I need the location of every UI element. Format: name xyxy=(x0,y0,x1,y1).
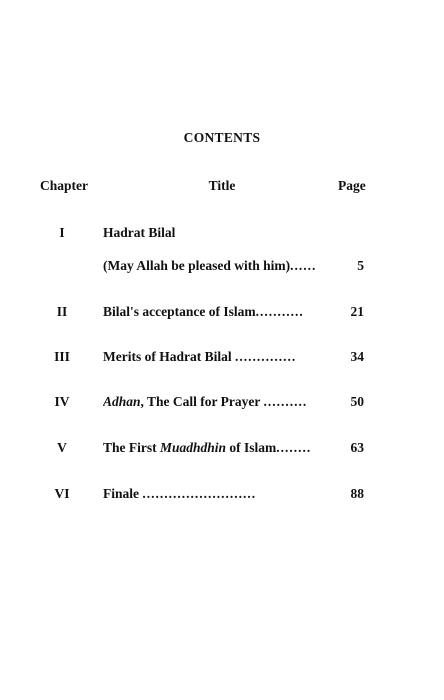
chapter-title: The First Muadhdhin of Islam........ xyxy=(103,440,312,455)
toc-row-chapter-3 xyxy=(0,349,444,369)
toc-row-chapter-1-continued xyxy=(0,258,444,278)
toc-row-chapter-5 xyxy=(0,440,444,460)
chapter-title: Bilal's acceptance of Islam........... xyxy=(103,304,304,319)
toc-row-chapter-2 xyxy=(0,304,444,324)
chapter-title-line2: (May Allah be pleased with him)...... xyxy=(103,258,317,273)
chapter-title: Finale .......................... xyxy=(103,486,257,501)
page-number: 88 xyxy=(350,486,364,501)
toc-row-chapter-4 xyxy=(0,394,444,414)
toc-row-chapter-6 xyxy=(0,486,444,506)
contents-heading: CONTENTS xyxy=(183,130,261,145)
chapter-title: Hadrat Bilal xyxy=(103,225,176,240)
chapter-numeral: I xyxy=(59,225,65,240)
page-number: 21 xyxy=(350,304,364,319)
chapter-numeral: III xyxy=(54,349,70,364)
column-header-title: Title xyxy=(208,178,236,193)
page-number: 34 xyxy=(350,349,364,364)
chapter-numeral: V xyxy=(57,440,67,455)
chapter-title: Adhan, The Call for Prayer .......... xyxy=(103,394,308,409)
chapter-title: Merits of Hadrat Bilal .............. xyxy=(103,349,297,364)
column-header-page: Page xyxy=(338,178,366,193)
page-number: 50 xyxy=(350,394,364,409)
page-number: 5 xyxy=(357,258,364,273)
chapter-numeral: VI xyxy=(54,486,70,501)
toc-row-chapter-1 xyxy=(0,225,444,245)
page-number: 63 xyxy=(350,440,364,455)
chapter-numeral: II xyxy=(56,304,68,319)
column-header-chapter: Chapter xyxy=(40,178,88,193)
chapter-numeral: IV xyxy=(54,394,70,409)
